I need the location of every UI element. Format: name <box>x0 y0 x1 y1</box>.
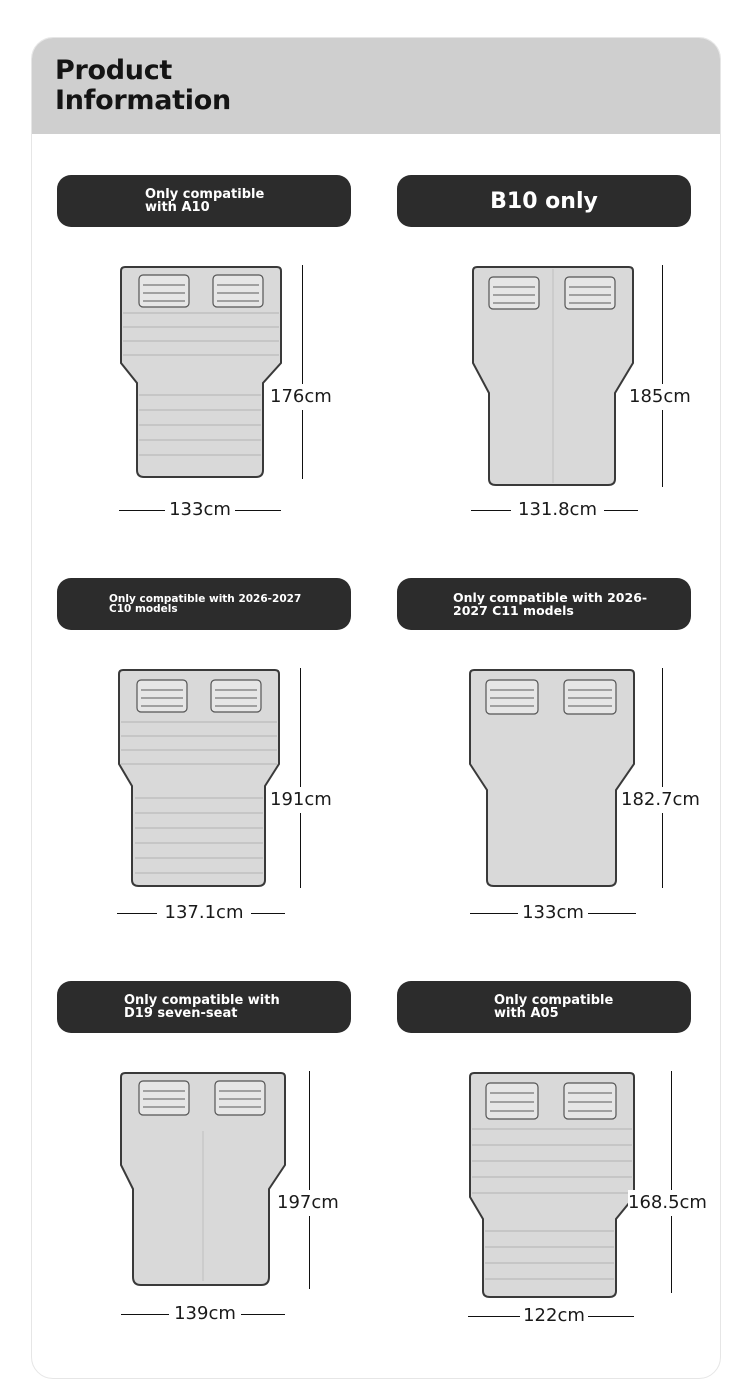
height-dimension-label: 197cm <box>277 1190 339 1216</box>
compat-label <box>57 578 351 630</box>
mattress-image <box>119 1071 287 1289</box>
mattress-image <box>117 668 283 890</box>
width-line-right <box>588 913 636 914</box>
height-dimension-line <box>309 1071 310 1289</box>
width-line-left <box>471 510 511 511</box>
page-title <box>55 56 231 116</box>
compat-label <box>397 578 691 630</box>
height-dimension-label: 185cm <box>629 384 691 410</box>
compat-label <box>57 981 351 1033</box>
mattress-image <box>119 265 285 480</box>
width-line-left <box>117 913 157 914</box>
width-line-right <box>251 913 285 914</box>
compat-text: B10 only <box>490 188 598 214</box>
width-dimension-label: 137.1cm <box>164 902 244 923</box>
height-dimension-line <box>662 265 663 487</box>
height-dimension-line <box>662 668 663 888</box>
height-dimension-label: 182.7cm <box>621 787 700 813</box>
width-line-right <box>241 1314 285 1315</box>
height-dimension-line <box>671 1071 672 1293</box>
mattress-image <box>468 668 636 890</box>
width-line-left <box>470 913 518 914</box>
width-line-left <box>468 1316 520 1317</box>
compat-label <box>57 175 351 227</box>
compat-text: Only compatible with 2026-2027 C10 models <box>109 593 302 615</box>
compat-label <box>397 981 691 1033</box>
compat-text: Only compatible with D19 seven-seat <box>124 993 280 1021</box>
product-card-a05 <box>397 981 737 1361</box>
width-dimension-label: 131.8cm <box>518 499 597 520</box>
mattress-image <box>471 265 637 490</box>
product-card-c10 <box>57 578 397 958</box>
compat-text: Only compatible with 2026- 2027 C11 models <box>453 590 648 618</box>
panel-header <box>32 38 720 134</box>
product-card-b10 <box>397 175 737 555</box>
width-dimension-label: 133cm <box>522 902 584 923</box>
height-dimension-line <box>302 265 303 479</box>
title-line-2: Information <box>55 85 231 116</box>
compat-text: Only compatible with A10 <box>145 187 265 215</box>
mattress-image <box>468 1071 636 1301</box>
width-line-left <box>121 1314 169 1315</box>
product-card-a10 <box>57 175 397 555</box>
height-dimension-label: 176cm <box>270 384 332 410</box>
width-line-right <box>235 510 281 511</box>
compat-label <box>397 175 691 227</box>
width-line-left <box>119 510 165 511</box>
height-dimension-line <box>300 668 301 888</box>
compat-text: Only compatible with A05 <box>494 993 614 1021</box>
title-line-1: Product <box>55 55 173 86</box>
product-card-d19 <box>57 981 397 1361</box>
width-dimension-label: 133cm <box>169 499 231 520</box>
width-dimension-label: 139cm <box>174 1303 236 1324</box>
width-line-right <box>604 510 638 511</box>
product-card-c11 <box>397 578 737 958</box>
width-dimension-label: 122cm <box>523 1305 585 1326</box>
height-dimension-label: 168.5cm <box>628 1190 707 1216</box>
width-line-right <box>588 1316 634 1317</box>
height-dimension-label: 191cm <box>270 787 332 813</box>
